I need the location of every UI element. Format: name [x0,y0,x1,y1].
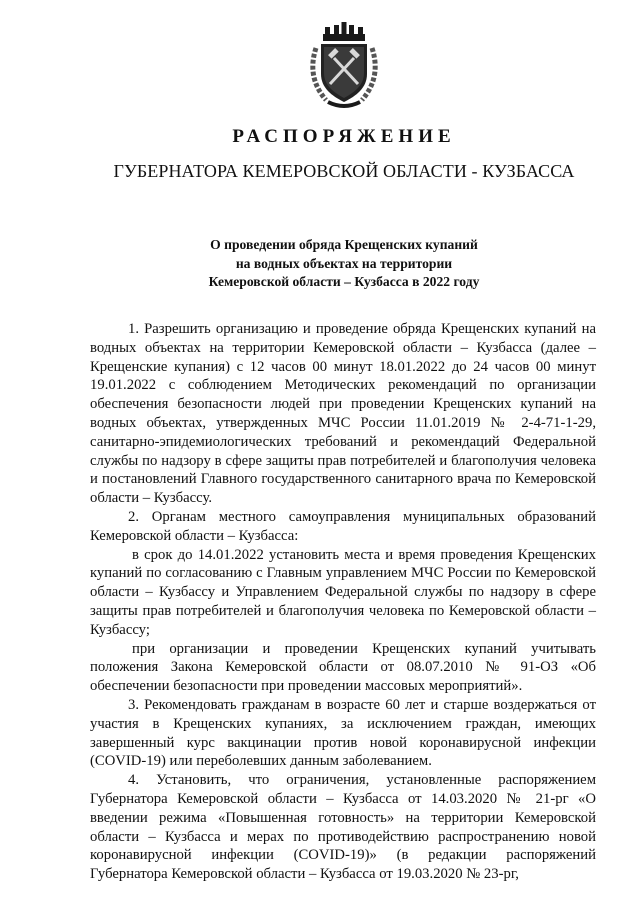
issuer-heading: ГУБЕРНАТОРА КЕМЕРОВСКОЙ ОБЛАСТИ - КУЗБАССА [113,161,575,181]
paragraph-item-2: 2. Органам местного самоуправления муниципальных образований Кемеровской области – Кузбасса: [90,508,596,544]
paragraph-item-3: 3. Рекомендовать гражданам в возрасте 60 лет и старше воздержаться от участия в Крещенских купаниях, за исключением граждан, имеющих завершенный курс вакцинации против новой коронавирусной инфекции (COVID-19) или переболевших данным заболеванием. [90,696,596,770]
kuzbass-coat-of-arms-icon [308,22,380,110]
paragraph-subitem-deadline: в срок до 14.01.2022 установить места и время проведения Крещенских купаний по согласованию с Главным управлением МЧС России по Кемеровской области – Кузбассу и Управлением Федеральной службы по надзору в сфере защиты прав потребителей и благополучия человека по Кемеровской области – Кузбассу; [90,546,596,638]
paragraph-item-4: 4. Установить, что ограничения, установленные распоряжением Губернатора Кемеровской области – Кузбасса от 14.03.2020 № 21-рг «О введении режима «Повышенная готовность» на территории Кемеровской области – Кузбасса и мерах по противодействию распространению новой коронавирусной инфекции (COVID-19)» (в редакции распоряжений Губернатора Кемеровской области – Кузбасса от 19.03.2020 № 23-рг, [90,772,596,883]
document-body [90,320,596,884]
title-line: О проведении обряда Крещенских купаний [210,237,478,252]
paragraph-subitem-law: при организации и проведении Крещенских купаний учитывать положения Закона Кемеровской области от 08.07.2010 № 91-ОЗ «Об обеспечении безопасности при проведении массовых мероприятий». [90,640,596,695]
title-line: на водных объектах на территории [235,255,453,271]
title-line: Кемеровской области – Кузбасса в 2022 году [208,274,480,289]
document-type: РАСПОРЯЖЕНИЕ [232,126,456,147]
paragraph-item-1: 1. Разрешить организацию и проведение обряда Крещенских купаний на водных объектах на территории Кемеровской области – Кузбасса (далее – Крещенские купания) с 12 часов 00 минут 18.01.2022 до 24 часов 00 минут 19.01.2022 с соблюдением Методических рекомендаций по организации обеспечения безопасности людей при проведении Крещенских купаний на водных объектах, утвержденных МЧС России 11.01.2019 № 2-4-71-1-29, санитарно-эпидемиологических требований и рекомендаций Федеральной службы по надзору в сфере защиты прав потребителей и благополучия человека и постановлений Главного государственного санитарного врача по Кемеровской области – Кузбассу. [90,321,596,507]
document-title [110,236,578,292]
